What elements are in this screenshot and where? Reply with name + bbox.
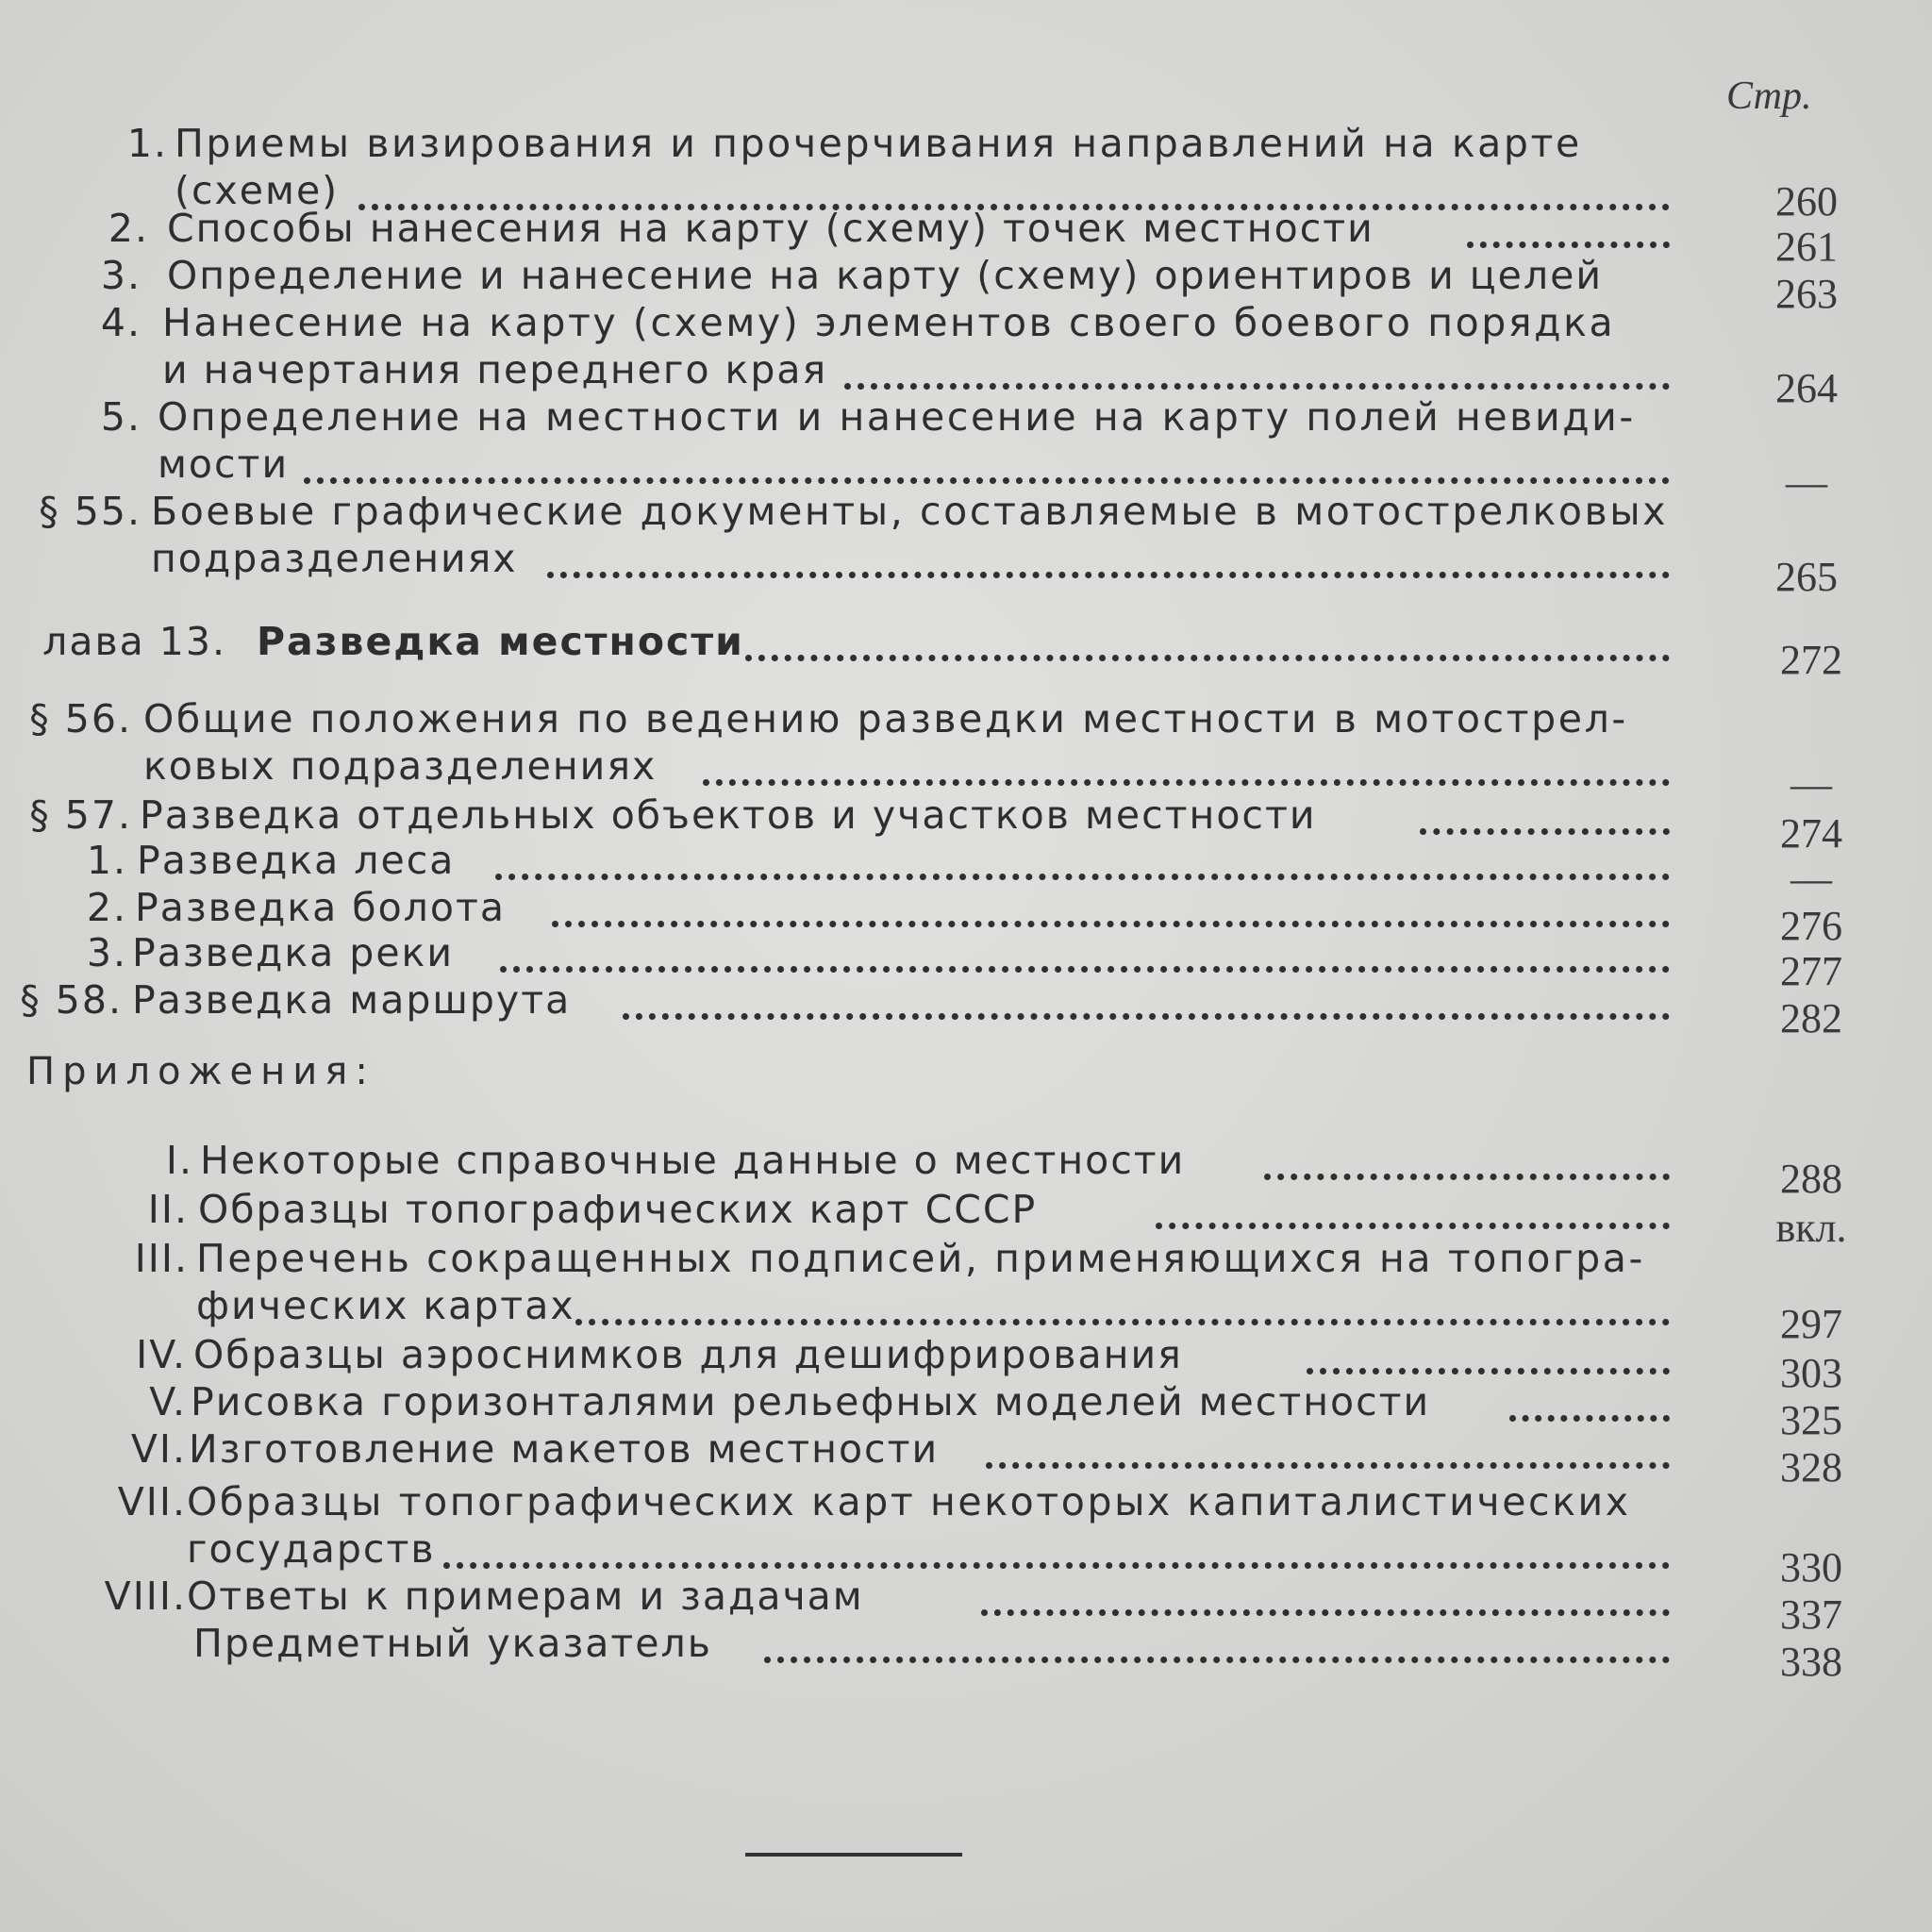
entry-title-line: Боевые графические документы, составляемые в мотострелковых bbox=[151, 489, 1669, 534]
leader-dots bbox=[1509, 1406, 1670, 1422]
entry-number: V. bbox=[149, 1379, 187, 1424]
entry-title-line: Разведка реки bbox=[132, 930, 454, 975]
entry-title-line: Разведка маршрута bbox=[132, 977, 572, 1023]
entry-title-line: Образцы топографических карт СССР bbox=[198, 1187, 1038, 1232]
entry-title-line: (схеме) bbox=[175, 168, 340, 213]
leader-dots bbox=[1264, 1164, 1670, 1180]
entry-title-line: Разведка местности bbox=[257, 619, 744, 664]
entry-title-line: ковых подразделениях bbox=[143, 743, 658, 789]
entry-title-line: Образцы аэроснимков для дешифрирования bbox=[193, 1332, 1183, 1377]
leader-dots bbox=[500, 957, 1670, 973]
entry-number: III. bbox=[134, 1236, 189, 1281]
appendix-heading: Приложения: bbox=[26, 1050, 375, 1093]
entry-title-line: Ответы к примерам и задачам bbox=[187, 1574, 864, 1619]
page-number: — bbox=[1790, 761, 1832, 808]
page-number: 330 bbox=[1780, 1544, 1842, 1591]
page-number: 274 bbox=[1780, 810, 1842, 857]
entry-title-line: Образцы топографических карт некоторых капиталистических bbox=[187, 1479, 1631, 1524]
leader-dots bbox=[552, 911, 1670, 927]
entry-title-line: фических картах bbox=[196, 1283, 575, 1328]
entry-number: VI. bbox=[130, 1426, 187, 1472]
page-number: вкл. bbox=[1775, 1205, 1847, 1251]
entry-title-line: Разведка отдельных объектов и участков местности bbox=[140, 792, 1317, 838]
entry-title-line: и начертания переднего края bbox=[162, 347, 828, 392]
entry-title-line: государств bbox=[187, 1526, 436, 1572]
entry-number: 4. bbox=[100, 300, 142, 345]
entry-title-line: Общие положения по ведению разведки местности в мотострел- bbox=[143, 696, 1628, 741]
page-number: 288 bbox=[1780, 1156, 1842, 1202]
entry-title-line: Перечень сокращенных подписей, применяющихся на топогра- bbox=[196, 1236, 1645, 1281]
page-number: 338 bbox=[1780, 1639, 1842, 1685]
page-number: 337 bbox=[1780, 1591, 1842, 1638]
leader-dots bbox=[703, 770, 1670, 786]
page-number: 263 bbox=[1775, 271, 1838, 317]
entry-title-line: Некоторые справочные данные о местности bbox=[200, 1138, 1186, 1183]
page-number: 325 bbox=[1780, 1397, 1842, 1443]
page-number: 297 bbox=[1780, 1301, 1842, 1347]
leader-dots bbox=[764, 1647, 1670, 1663]
entry-title-line: Изготовление макетов местности bbox=[189, 1426, 940, 1472]
entry-number: II. bbox=[147, 1187, 189, 1232]
leader-dots bbox=[981, 1600, 1670, 1616]
page-number: 260 bbox=[1775, 178, 1838, 225]
leader-dots bbox=[495, 864, 1670, 880]
page-number: — bbox=[1786, 459, 1827, 506]
leader-dots bbox=[986, 1453, 1670, 1469]
entry-title-line: Определение на местности и нанесение на карту полей невиди- bbox=[158, 394, 1636, 440]
entry-number: I. bbox=[165, 1138, 193, 1183]
entry-number: 1. bbox=[126, 121, 168, 166]
entry-title-line: Разведка леса bbox=[137, 838, 456, 883]
leader-dots bbox=[304, 468, 1670, 484]
entry-number: § 56. bbox=[29, 696, 132, 741]
entry-number: 3. bbox=[100, 253, 142, 298]
page-number: 328 bbox=[1780, 1444, 1842, 1491]
entry-number: 5. bbox=[100, 394, 142, 440]
entry-title-line: мости bbox=[158, 441, 290, 487]
entry-title-line: Приемы визирования и прочерчивания направлений на карте bbox=[175, 121, 1582, 166]
page-column-header: Стр. bbox=[1726, 75, 1812, 118]
leader-dots bbox=[575, 1309, 1670, 1325]
entry-number: § 55. bbox=[39, 489, 142, 534]
entry-number: 3. bbox=[86, 930, 127, 975]
page-number: 261 bbox=[1775, 224, 1838, 270]
page-number: — bbox=[1790, 856, 1832, 902]
entry-title-line: Предметный указатель bbox=[193, 1621, 712, 1666]
leader-dots bbox=[547, 562, 1670, 578]
entry-title-line: Способы нанесения на карту (схему) точек местности bbox=[167, 206, 1374, 251]
page-number: 264 bbox=[1775, 365, 1838, 411]
leader-dots bbox=[623, 1004, 1670, 1020]
page-number: 265 bbox=[1775, 554, 1838, 600]
entry-number: лава 13. bbox=[42, 619, 226, 664]
entry-number: IV. bbox=[136, 1332, 187, 1377]
entry-number: VII. bbox=[117, 1479, 187, 1524]
leader-dots bbox=[1307, 1358, 1670, 1374]
leader-dots bbox=[844, 374, 1670, 390]
page-number: 282 bbox=[1780, 995, 1842, 1041]
page-number: 276 bbox=[1780, 903, 1842, 949]
entry-title-line: подразделениях bbox=[151, 536, 518, 581]
entry-title-line: Определение и нанесение на карту (схему) ориентиров и целей bbox=[167, 253, 1603, 298]
leader-dots bbox=[1467, 232, 1670, 248]
leader-dots bbox=[443, 1553, 1670, 1569]
entry-number: 2. bbox=[108, 206, 149, 251]
closing-rule bbox=[745, 1853, 962, 1857]
entry-number: § 58. bbox=[20, 977, 123, 1023]
page-number: 303 bbox=[1780, 1350, 1842, 1396]
entry-number: § 57. bbox=[29, 792, 132, 838]
leader-dots bbox=[1420, 819, 1670, 835]
page-number: 277 bbox=[1780, 948, 1842, 994]
leader-dots bbox=[745, 645, 1670, 661]
page-number: 272 bbox=[1780, 637, 1842, 683]
leader-dots bbox=[1156, 1213, 1670, 1229]
entry-number: 1. bbox=[86, 838, 127, 883]
entry-number: 2. bbox=[86, 885, 127, 930]
entry-title-line: Разведка болота bbox=[135, 885, 506, 930]
entry-title-line: Рисовка горизонталями рельефных моделей местности bbox=[191, 1379, 1431, 1424]
entry-title-line: Нанесение на карту (схему) элементов своего боевого порядка bbox=[162, 300, 1616, 345]
entry-number: VIII. bbox=[104, 1574, 187, 1619]
